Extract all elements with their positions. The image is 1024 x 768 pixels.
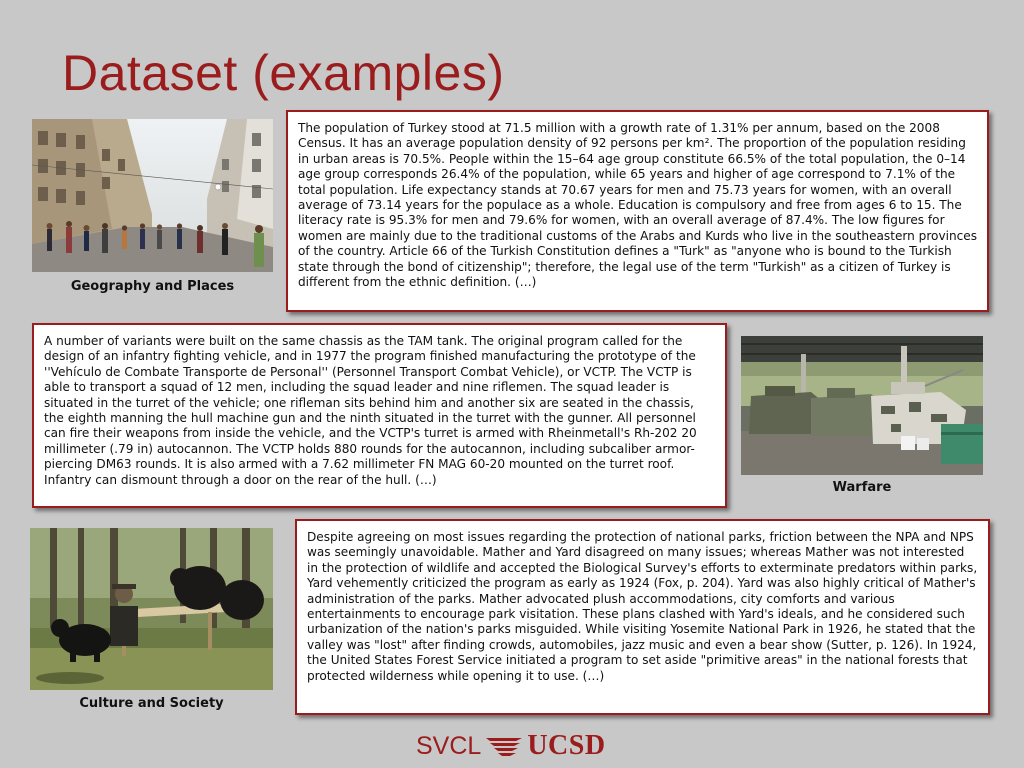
culture-text-box: Despite agreeing on most issues regarding the protection of national parks, friction between the NPA and NPS was seemingly unavoidable. Mather and Yard disagreed on many issues; whereas Mather was not interested in the protection of wildlife and accepted the Biological Survey's efforts to exterminate predators within parks, Yard vehemently criticized the program as early as 1924 (Fox, p. 204). Yard was also highly critical of Mather's administration of the parks. Mather advocated plush accommodations, city comforts and various entertainments to encourage park visitation. These plans clashed with Yard's ideals, and he considered such urbanization of the nation's parks misguided. While visiting Yosemite National Park in 1926, he stated that the valley was "lost" after finding crowds, automobiles, jazz music and even a bear show (Sutter, p. 126). In 1924, the United States Forest Service initiated a program to set aside "primitive areas" in the national forests that protected wilderness while opening it to use. (…) xyxy=(295,519,990,715)
logo-svcl-text: SVCL xyxy=(416,731,482,760)
wing-icon xyxy=(484,734,524,758)
warfare-text-box: A number of variants were built on the same chassis as the TAM tank. The original program called for the design of an infantry fighting vehicle, and in 1977 the program finished manufacturing the prototype of the ''Vehículo de Combate Transporte de Personal'' (Personnel Transport Combat Vehicle), or VCTP. The VCTP is able to transport a squad of 12 men, including the squad leader and nine riflemen. The squad leader is situated in the turret of the vehicle; one rifleman sits behind him and another six are seated in the chassis, the eighth manning the hull machine gun and the ninth situated in the turret with the gunner. All personnel can fire their weapons from inside the vehicle, and the VCTP's turret is armed with Rheinmetall's Rh-202 20 millimeter (.79 in) autocannon. The VCTP holds 880 rounds for the autocannon, including subcaliber armor-piercing DM63 rounds. It is also armed with a 7.62 millimeter FN MAG 60-20 mounted on the turret roof. Infantry can dismount through a door on the rear of the hull. (…) xyxy=(32,323,727,508)
geography-text-box: The population of Turkey stood at 71.5 million with a growth rate of 1.31% per annum, based on the 2008 Census. It has an average population density of 92 persons per km². The proportion of the population residing in urban areas is 70.5%. People within the 15–64 age group constitute 66.5% of the total population, the 0–14 age group corresponds 26.4% of the population, while 65 years and higher of age correspond to 7.1% of the total population. Life expectancy stands at 70.67 years for men and 75.73 years for women, with an overall average of 73.14 years for the populace as a whole. Education is compulsory and free from ages 6 to 15. The literacy rate is 95.3% for men and 79.6% for women, with an overall average of 87.4%. The low figures for women are mainly due to the traditional customs of the Arabs and Kurds who live in the southeastern provinces of the country. Article 66 of the Turkish Constitution defines a "Turk" as "anyone who is bound to the Turkish state through the bond of citizenship"; therefore, the legal use of the term "Turkish" as a citizen of Turkey is different from the ethnic definition. (…) xyxy=(286,110,989,312)
geography-caption: Geography and Places xyxy=(70,279,235,294)
culture-caption: Culture and Society xyxy=(79,696,224,711)
geography-photo xyxy=(32,119,273,272)
warfare-caption: Warfare xyxy=(832,480,892,495)
culture-photo xyxy=(30,528,273,690)
warfare-photo xyxy=(741,336,983,475)
street-scene-image xyxy=(32,119,273,272)
armored-vehicles-image xyxy=(741,336,983,475)
svcl-ucsd-logo xyxy=(416,730,606,762)
slide-title: Dataset (examples) xyxy=(62,45,505,101)
logo-ucsd-text: UCSD xyxy=(527,730,606,761)
bear-show-image xyxy=(30,528,273,690)
